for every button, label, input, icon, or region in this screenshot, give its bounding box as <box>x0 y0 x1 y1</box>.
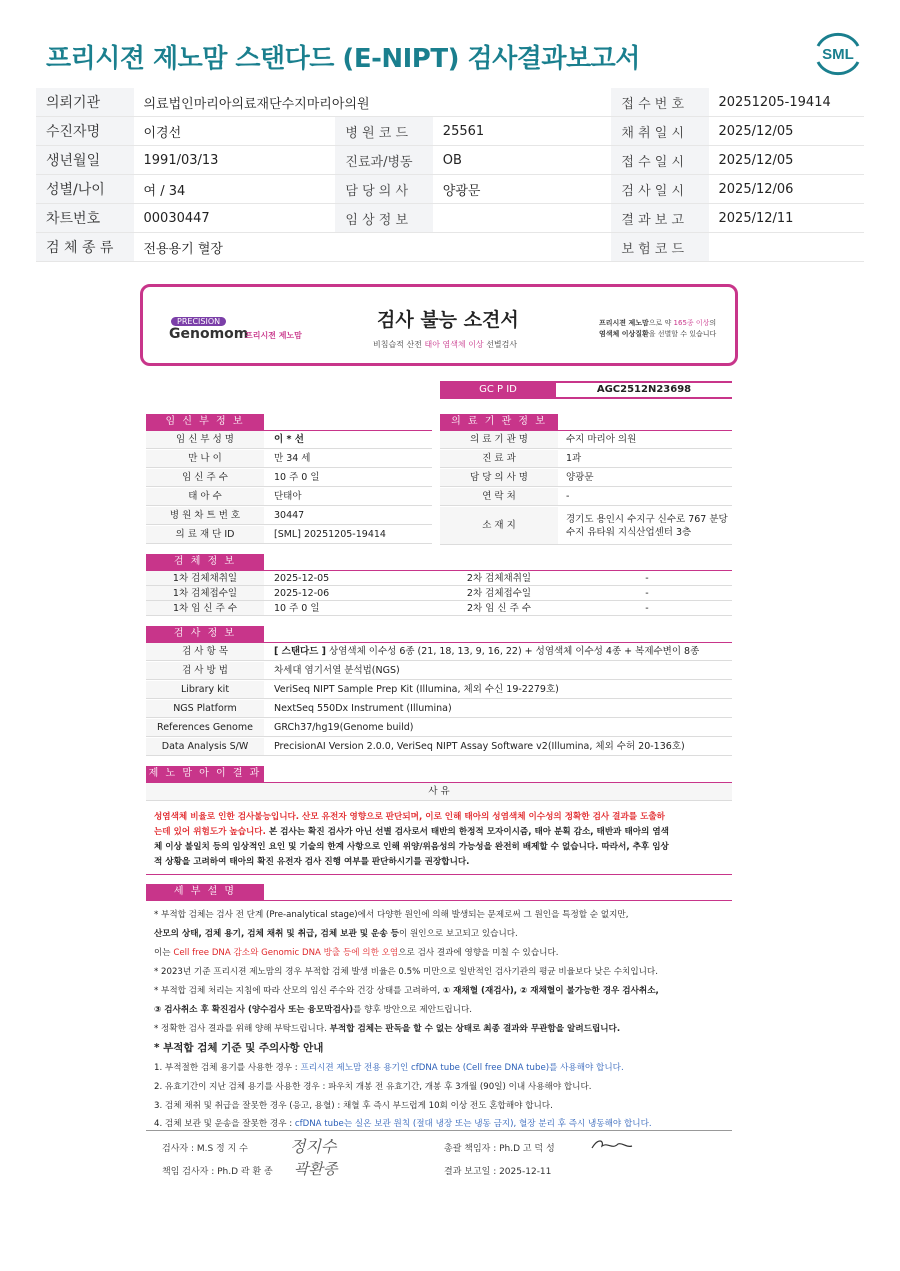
pregnant-value: 이 * 선 <box>274 434 304 445</box>
report-title: 검사 불능 소견서 <box>377 309 519 331</box>
detail-line-6: ③ 검사취소 후 확진검사 (양수검사 또는 융모막검사)를 향후 방안으로 제안드립니다. <box>154 1005 472 1015</box>
gcp-id-value: AGC2512N23698 <box>556 381 732 399</box>
institution-row <box>440 507 732 545</box>
pregnant-label: 임 신 주 수 <box>146 469 264 486</box>
pregnant-row <box>146 526 432 544</box>
pregnant-row <box>146 488 432 506</box>
test-label: Library kit <box>146 681 264 698</box>
responsible-tester-label: 책임 검사자 : Ph.D 곽 환 종 <box>162 1167 273 1177</box>
specimen-label: 검 체 종 류 <box>36 233 134 262</box>
collector-label: 수진자명 <box>36 117 134 146</box>
institution-label: 진 료 과 <box>440 450 558 467</box>
test-detail: VeriSeq NIPT Sample Prep Kit (Illumina, 체외 수신 19-2279호) <box>274 684 559 695</box>
birth-label: 생년월일 <box>36 146 134 175</box>
specimen-value-1: 2025-12-06 <box>274 588 330 599</box>
result-line-3: 체 이상 불일치 등의 임상적인 요인 및 기술의 한계 사항으로 인해 위양/위음성의 가능성을 완전히 배제할 수 없습니다. 따라서, 추후 임상 <box>154 842 669 852</box>
specimen-row <box>146 601 732 616</box>
page-title: 프리시젼 제노맘 스탠다드 (E-NIPT) 검사결과보고서 <box>46 44 640 74</box>
gcp-id-label: GC P ID <box>440 381 556 399</box>
test-row <box>146 700 732 718</box>
test-date-label: 검 사 일 시 <box>611 175 708 204</box>
detail-line-7: * 정확한 검사 결과를 위해 양해 부탁드립니다. 부적합 검체는 판독을 할 수 없는 상태로 최종 결과와 무관함을 알려드립니다. <box>154 1024 621 1034</box>
test-tier: [ 스탠다드 ] <box>274 646 327 657</box>
specimen-value-2: - <box>645 573 649 584</box>
test-section-title: 검 사 정 보 <box>146 626 264 642</box>
test-detail: 차세대 염기서열 분석법(NGS) <box>274 665 400 676</box>
pregnant-value: 10 주 0 일 <box>274 472 320 483</box>
test-label: References Genome <box>146 719 264 736</box>
specimen-label-2: 2차 검체접수일 <box>440 586 558 600</box>
report-banner <box>140 284 738 366</box>
pregnant-label: 태 아 수 <box>146 488 264 505</box>
collector-value: 이경선 <box>134 117 336 146</box>
institution-value <box>562 513 734 550</box>
detail-line-1: * 부적합 검체는 검사 전 단계 (Pre-analytical stage)에서 다양한 원인에 의해 발생되는 문제로써 그 원인을 특정할 순 없지만, <box>154 910 629 920</box>
institution-label: 의 료 기 관 명 <box>440 431 558 448</box>
pregnant-value: [SML] 20251205-19414 <box>274 529 386 540</box>
insurance-label: 보 험 코 드 <box>611 233 708 262</box>
test-date-value: 2025/12/06 <box>709 175 864 204</box>
brand-name: Genomom <box>169 326 249 342</box>
chief-signature <box>590 1136 634 1154</box>
precision-badge: PRECISION <box>171 317 226 326</box>
test-row <box>146 719 732 737</box>
clinical-label: 임 상 정 보 <box>335 204 432 233</box>
specimen-section-title: 검 체 정 보 <box>146 554 264 570</box>
pregnant-section-title: 임 신 부 정 보 <box>146 414 264 430</box>
test-detail: 상염색체 이수성 6종 (21, 18, 13, 9, 16, 22) + 성염색체 이수성 4종 + 복제수변이 8종 <box>326 646 700 657</box>
institution-value: 1과 <box>566 453 582 464</box>
specimen-label-2: 2차 검체채취일 <box>440 571 558 585</box>
dept-label: 진료과/병동 <box>335 146 432 175</box>
doctor-value: 양광문 <box>433 175 577 204</box>
receipt-no-value: 20251205-19414 <box>709 88 864 117</box>
receipt-date-value: 2025/12/05 <box>709 146 864 175</box>
pregnant-value: 단태아 <box>274 491 302 502</box>
institution-label: 담 당 의 사 명 <box>440 469 558 486</box>
test-value <box>270 681 730 698</box>
tester-signature: 정지수 <box>290 1137 337 1156</box>
birth-value: 1991/03/13 <box>134 146 336 175</box>
pregnant-label: 임 신 부 성 명 <box>146 431 264 448</box>
caution-3: 3. 검체 채취 및 취급을 잘못한 경우 (응고, 용혈) : 채혈 후 즉시 부드럽게 10회 이상 전도 혼합해야 합니다. <box>154 1101 553 1111</box>
address-line-2: 수지 유타워 지식산업센터 3층 <box>566 527 692 538</box>
pregnant-row <box>146 431 432 449</box>
test-label: Data Analysis S/W <box>146 738 264 755</box>
report-date-label: 결과 보고일 : 2025-12-11 <box>444 1167 552 1177</box>
institution-row <box>440 431 732 449</box>
institution-value: 양광문 <box>566 472 594 483</box>
result-line-4: 적 상황을 고려하여 태아의 확진 유전자 검사 진행 여부를 판단하시기를 권장합니다. <box>154 857 470 867</box>
tester-label: 검사자 : M.S 정 지 수 <box>162 1144 248 1154</box>
chart-value: 00030447 <box>134 204 336 233</box>
report-value: 2025/12/11 <box>709 204 864 233</box>
sml-logo <box>810 28 866 78</box>
specimen-value: 전용용기 혈장 <box>134 233 612 262</box>
sex-value: 여 / 34 <box>134 175 336 204</box>
institution-value: 의료법인마리아의료재단수지마리아의원 <box>134 88 612 117</box>
collect-date-value: 2025/12/05 <box>709 117 864 146</box>
institution-label: 연 락 처 <box>440 488 558 505</box>
specimen-label-1: 1차 임 신 주 수 <box>146 601 264 615</box>
receipt-date-label: 접 수 일 시 <box>611 146 708 175</box>
specimen-value-2: - <box>645 603 649 614</box>
specimen-label-2: 2차 임 신 주 수 <box>440 601 558 615</box>
hospital-code-value: 25561 <box>433 117 577 146</box>
report-subtitle: 비침습적 산전 태아 염색체 이상 선별검사 <box>373 340 518 349</box>
test-detail: NextSeq 550Dx Instrument (Illumina) <box>274 703 452 714</box>
receipt-no-label: 접 수 번 호 <box>611 88 708 117</box>
pregnant-value: 30447 <box>274 510 305 521</box>
test-value <box>270 738 730 755</box>
brand-name-kr: 프리시젼 제노맘 <box>245 331 302 340</box>
detail-line-4: * 2023년 기준 프리시젼 제노맘의 경우 부적합 검체 발생 비율은 0.5% 미만으로 일반적인 검사기관의 평균 비율보다 낮은 수치입니다. <box>154 967 658 977</box>
test-row <box>146 681 732 699</box>
logo-text: SML <box>822 46 854 63</box>
hospital-code-label: 병 원 코 드 <box>335 117 432 146</box>
institution-value: 수지 마리아 의원 <box>566 434 637 445</box>
institution-label: 의뢰기관 <box>36 88 134 117</box>
pregnant-label: 의 료 재 단 ID <box>146 526 264 543</box>
caution-1: 1. 부적절한 검체 용기를 사용한 경우 : 프리시젼 제노맘 전용 용기인 cfDNA tube (Cell free DNA tube)를 사용해야 합니다. <box>154 1063 624 1073</box>
address-line-1: 경기도 용인시 수지구 신수로 767 분당 <box>566 514 728 525</box>
pregnant-label: 만 나 이 <box>146 450 264 467</box>
patient-header-table <box>36 88 864 262</box>
dept-value: OB <box>433 146 577 175</box>
collect-date-label: 채 취 일 시 <box>611 117 708 146</box>
institution-row <box>440 450 732 468</box>
test-row <box>146 662 732 680</box>
test-value <box>270 662 730 679</box>
specimen-label-1: 1차 검체채취일 <box>146 571 264 585</box>
specimen-row <box>146 571 732 586</box>
specimen-label-1: 1차 검체접수일 <box>146 586 264 600</box>
institution-value: - <box>566 491 570 502</box>
pregnant-row <box>146 469 432 487</box>
detail-line-2: 산모의 상태, 검체 용기, 검체 채취 및 취급, 검체 보관 및 운송 등이 원인으로 보고되고 있습니다. <box>154 929 518 939</box>
result-line-2: 는데 있어 위험도가 높습니다. 본 검사는 확진 검사가 아닌 선별 검사로서 태반의 한정적 모자이시즘, 태아 분획 감소, 태반과 태아의 염색 <box>154 827 669 837</box>
institution-row <box>440 488 732 506</box>
caution-4: 4. 검체 보관 및 운송을 잘못한 경우 : cfDNA tube는 실온 보관 원칙 (절대 냉장 또는 냉동 금지), 혈장 분리 후 즉시 냉동해야 합니다. <box>154 1119 652 1129</box>
test-value <box>270 700 730 717</box>
pregnant-label: 병 원 차 트 번 호 <box>146 507 264 524</box>
detail-line-5: * 부적합 검체 처리는 지침에 따라 산모의 임신 주수와 건강 상태를 고려하여, ① 재채혈 (재검사), ② 재채혈이 불가능한 경우 검사취소, <box>154 986 659 996</box>
institution-section-title: 의 료 기 관 정 보 <box>440 414 558 430</box>
result-section-title: 제 노 맘 아 이 결 과 <box>146 766 264 782</box>
detail-section-title: 세 부 설 명 <box>146 884 264 900</box>
caution-heading: * 부적합 검체 기준 및 주의사항 안내 <box>154 1042 324 1054</box>
doctor-label: 담 당 의 사 <box>335 175 432 204</box>
test-label: 검 사 방 법 <box>146 662 264 679</box>
specimen-row <box>146 586 732 601</box>
clinical-value <box>433 204 577 233</box>
institution-label: 소 재 지 <box>440 507 558 544</box>
insurance-value <box>709 233 864 262</box>
test-detail: PrecisionAI Version 2.0.0, VeriSeq NIPT Assay Software v2(Illumina, 체외 수허 20-136호) <box>274 741 685 752</box>
test-label: NGS Platform <box>146 700 264 717</box>
pregnant-row <box>146 507 432 525</box>
pregnant-row <box>146 450 432 468</box>
report-label: 결 과 보 고 <box>611 204 708 233</box>
banner-note: 프리시젼 제노맘으로 약 165종 이상의 염색체 이상질환을 선별할 수 있습니다 <box>599 319 717 338</box>
responsible-tester-signature: 곽환종 <box>294 1160 338 1178</box>
chief-label: 총괄 책임자 : Ph.D 고 덕 성 <box>444 1144 555 1154</box>
specimen-value-2: - <box>645 588 649 599</box>
institution-row <box>440 469 732 487</box>
caution-2: 2. 유효기간이 지난 검체 용기를 사용한 경우 : 파우치 개봉 전 유효기간, 개봉 후 3개월 (90일) 이내 사용해야 합니다. <box>154 1082 592 1092</box>
result-line-1: 성염색체 비율로 인한 검사불능입니다. 산모 유전자 영향으로 판단되며, 이로 인해 태아의 성염색체 이수성의 정확한 검사 결과를 도출하 <box>154 812 665 822</box>
sex-label: 성별/나이 <box>36 175 134 204</box>
specimen-value-1: 2025-12-05 <box>274 573 330 584</box>
chart-label: 차트번호 <box>36 204 134 233</box>
test-value <box>270 719 730 736</box>
specimen-value-1: 10 주 0 일 <box>274 603 320 614</box>
test-row <box>146 643 732 661</box>
test-value <box>270 643 730 660</box>
test-label: 검 사 항 목 <box>146 643 264 660</box>
reason-header: 사 유 <box>146 783 732 801</box>
detail-line-3: 이는 Cell free DNA 감소와 Genomic DNA 방출 등에 의한 오염으로 검사 결과에 영향을 미칠 수 있습니다. <box>154 948 559 958</box>
test-detail: GRCh37/hg19(Genome build) <box>274 722 414 733</box>
test-row <box>146 738 732 756</box>
pregnant-value: 만 34 세 <box>274 453 311 464</box>
